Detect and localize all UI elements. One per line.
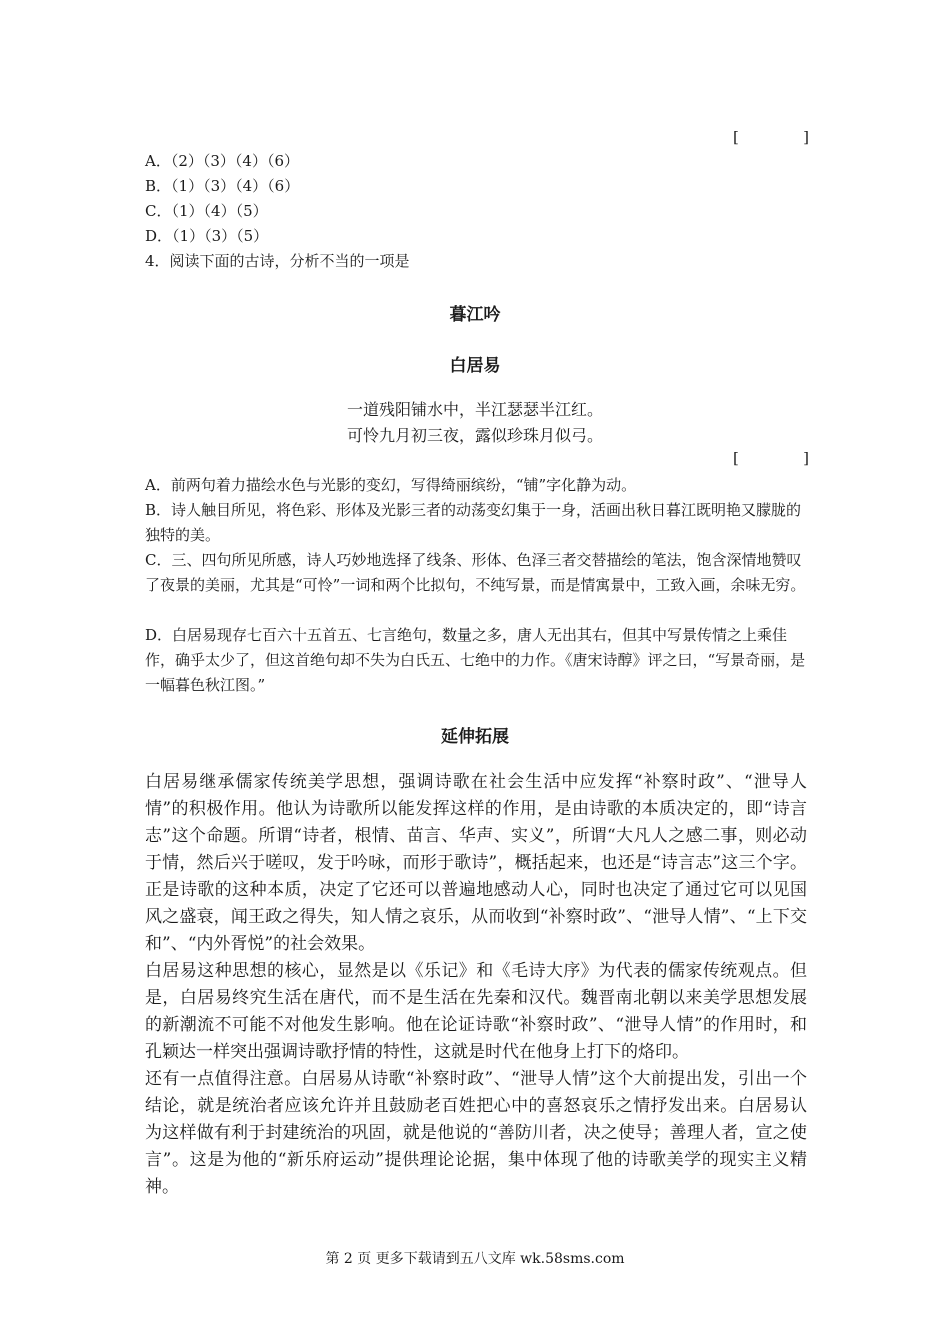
- option-c: C．三、四句所见所感，诗人巧妙地选择了线条、形体、色泽三者交替描绘的笔法，饱含深情地赞叹了夜景的美丽，尤其是“可怜”一词和两个比拟句，不纯写景，而是情寓景中，工致入画，余味无穷。: [145, 551, 806, 594]
- option-b: B．诗人触目所见，将色彩、形体及光影三者的动荡变幻集于一身，活画出秋日暮江既明艳又朦胧的独特的美。: [145, 501, 802, 544]
- option-a: A．前两句着力描绘水色与光影的变幻，写得绮丽缤纷，“铺”字化静为动。: [145, 476, 637, 494]
- option-d: D．白居易现存七百六十五首五、七言绝句，数量之多，唐人无出其右，但其中写景传情之上乘佳作，确乎太少了，但这首绝句却不失为白氏五、七绝中的力作。《唐宋诗醇》评之曰，“写景奇丽，是一幅暮色秋江图。”: [145, 626, 806, 694]
- answer-bracket: [733, 449, 809, 467]
- essay-paragraph: 还有一点值得注意。白居易从诗歌“补察时政”、“泄导人情”这个大前提出发，引出一个结论，就是统治者应该允许并且鼓励老百姓把心中的喜怒哀乐之情抒发出来。白居易认为这样做有利于封建统治的巩固，就是他说的“善防川者，决之使导；善理人者，宣之使言”。这是为他的“新乐府运动”提供理论论据，集中体现了他的诗歌美学的现实主义精神。: [145, 1069, 807, 1197]
- bracket-close: ]: [803, 128, 809, 146]
- bracket-open: [: [733, 449, 739, 467]
- essay-body: [145, 769, 807, 1201]
- essay-paragraph: 白居易继承儒家传统美学思想，强调诗歌在社会生活中应发挥“补察时政”、“泄导人情”的积极作用。他认为诗歌所以能发挥这样的作用，是由诗歌的本质决定的，即“诗言志”这个命题。所谓“诗者，根情、苗言、华声、实义”，所谓“大凡人之感二事，则必动于情，然后兴于嗟叹，发于吟咏，而形于歌诗”，概括起来，也还是“诗言志”这三个字。正是诗歌的这种本质，决定了它还可以普遍地感动人心，同时也决定了通过它可以见国风之盛衰，闻王政之得失，知人情之哀乐，从而收到“补察时政”、“泄导人情”、“上下交和”、“内外胥悦”的社会效果。: [145, 772, 807, 954]
- poem-author: 白居易: [449, 356, 501, 376]
- bracket-close: ]: [803, 449, 809, 467]
- option-c: C．（1）（4）（5）: [145, 202, 268, 220]
- poem-title: 暮江吟: [449, 305, 501, 325]
- option-b: B．（1）（3）（4）（6）: [145, 177, 300, 195]
- bracket-open: [: [733, 128, 739, 146]
- poem-line-1: 一道残阳铺水中，半江瑟瑟半江红。: [346, 400, 603, 419]
- option-d: D．（1）（3）（5）: [145, 227, 269, 245]
- poem-line-2: 可怜九月初三夜，露似珍珠月似弓。: [346, 426, 603, 445]
- answer-bracket: [733, 128, 809, 146]
- question-4-prompt: 4．阅读下面的古诗，分析不当的一项是: [145, 252, 410, 270]
- section-title: 延伸拓展: [441, 727, 509, 747]
- page-footer: 第 2 页 更多下载请到五八文库 wk.58sms.com: [325, 1251, 625, 1267]
- essay-paragraph: 白居易这种思想的核心，显然是以《乐记》和《毛诗大序》为代表的儒家传统观点。但是，白居易终究生活在唐代，而不是生活在先秦和汉代。魏晋南北朝以来美学思想发展的新潮流不可能不对他发生影响。他在论证诗歌“补察时政”、“泄导人情”的作用时，和孔颖达一样突出强调诗歌抒情的特性，这就是时代在他身上打下的烙印。: [145, 961, 807, 1062]
- option-a: A．（2）（3）（4）（6）: [145, 152, 300, 170]
